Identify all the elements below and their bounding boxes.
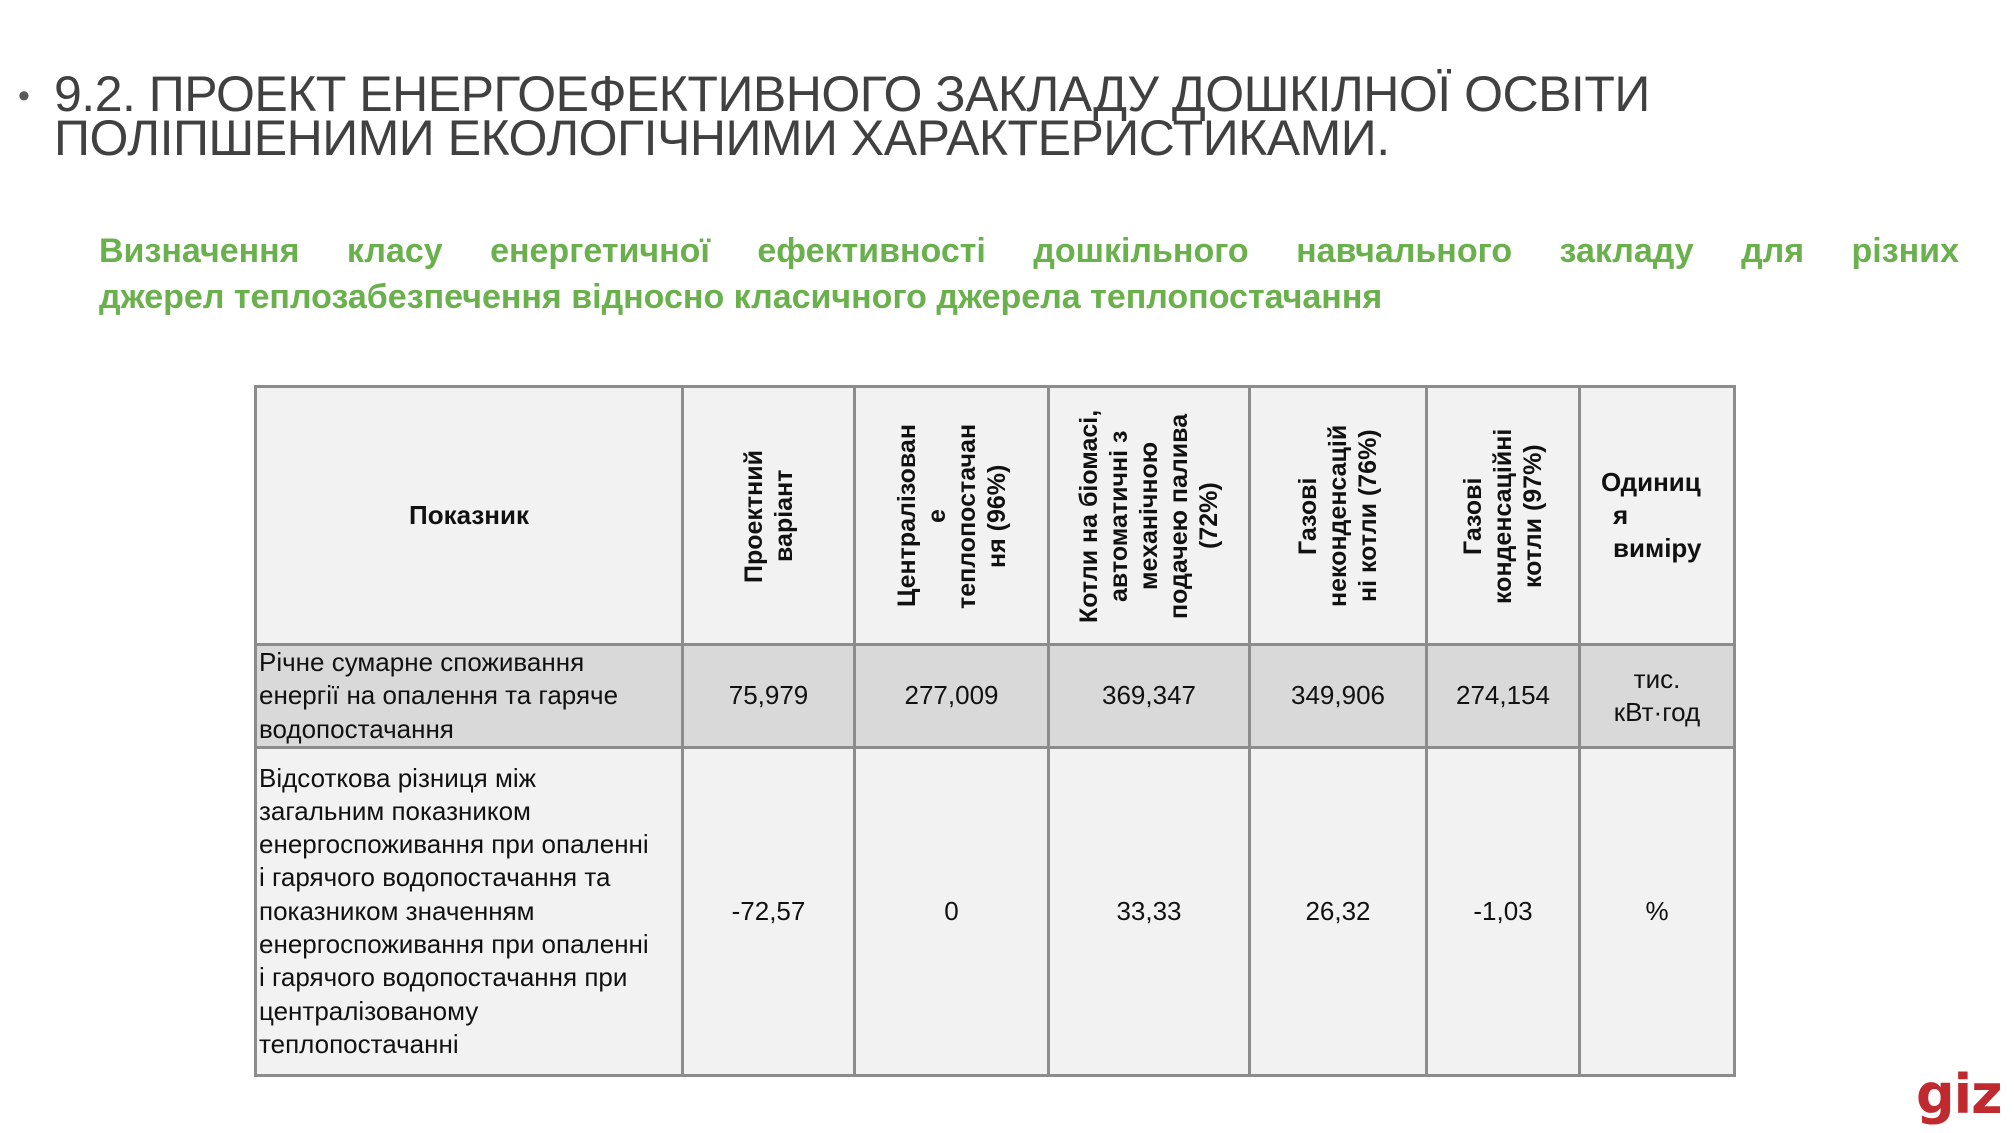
cell-value: -1,03 xyxy=(1427,747,1580,1075)
unit-line: % xyxy=(1645,895,1669,926)
table-row xyxy=(256,645,1735,748)
title-line-1: 9.2. ПРОЕКТ ЕНЕРГОЕФЕКТИВНОГО ЗАКЛАДУ ДОШКІЛНОЇ ОСВІТИ xyxy=(54,66,1650,122)
cell-value: 26,32 xyxy=(1250,747,1427,1075)
label-line: показником значенням xyxy=(259,895,535,926)
subtitle-line-1: Визначення класу енергетичної ефективності дошкільного навчального закладу для різних xyxy=(99,232,1959,270)
header-text: Котли на біомасі, xyxy=(1075,408,1103,623)
cell-unit xyxy=(1580,747,1735,1075)
label-line: Відсоткова різниця між xyxy=(259,762,536,793)
header-text: теплопостачан xyxy=(952,422,981,609)
header-text: неконденсацій xyxy=(1324,424,1352,607)
cell-value: 274,154 xyxy=(1427,645,1580,748)
label-line: теплопостачанні xyxy=(259,1028,459,1059)
label-line: енергоспоживання при опаленні xyxy=(259,929,649,960)
header-biomass xyxy=(1049,387,1250,645)
header-unit xyxy=(1580,387,1735,645)
header-text: е xyxy=(922,508,951,523)
header-text: автоматичні з xyxy=(1105,429,1133,602)
header-indicator: Показник xyxy=(256,387,683,645)
unit-line: тис. xyxy=(1633,663,1681,694)
header-text: варіант xyxy=(769,469,798,562)
header-text: механічною xyxy=(1135,441,1163,590)
cell-value: -72,57 xyxy=(683,747,855,1075)
row-label xyxy=(256,645,683,748)
header-text: Газові xyxy=(1459,476,1487,555)
header-text: виміру xyxy=(1613,533,1702,563)
header-text: конденсаційні xyxy=(1489,427,1517,604)
cell-value: 75,979 xyxy=(683,645,855,748)
header-text: Одиниц xyxy=(1601,467,1701,497)
label-line: централізованому xyxy=(259,995,479,1026)
label-line: енергоспоживання при опаленні xyxy=(259,829,649,860)
row-label xyxy=(256,747,683,1075)
table-row xyxy=(256,747,1735,1075)
unit-line: кВт·год xyxy=(1613,696,1701,727)
cell-value: 33,33 xyxy=(1049,747,1250,1075)
header-project-variant xyxy=(683,387,855,645)
header-text: котли (97%) xyxy=(1519,443,1547,588)
header-text: ні котли (76%) xyxy=(1354,429,1382,602)
header-text: Газові xyxy=(1294,476,1322,555)
slide-subtitle xyxy=(99,228,1959,320)
label-line: загальним показником xyxy=(259,795,531,826)
label-line: Річне сумарне споживання xyxy=(259,647,585,677)
label-line: енергії на опалення та гаряче xyxy=(259,680,619,711)
label-line: і гарячого водопостачання при xyxy=(259,962,628,993)
cell-value: 0 xyxy=(855,747,1049,1075)
cell-value: 349,906 xyxy=(1250,645,1427,748)
title-line-2: ПОЛІПШЕНИМИ ЕКОЛОГІЧНИМИ ХАРАКТЕРИСТИКАМИ. xyxy=(54,110,1390,166)
header-text: Централізован xyxy=(892,424,921,607)
label-line: водопостачання xyxy=(259,713,454,744)
cell-unit xyxy=(1580,645,1735,748)
header-gas-non-condensing xyxy=(1250,387,1427,645)
header-text: подачею палива xyxy=(1165,412,1193,619)
header-centralized xyxy=(855,387,1049,645)
header-text: ня (96%) xyxy=(982,463,1011,568)
cell-value: 369,347 xyxy=(1049,645,1250,748)
table-header-row xyxy=(256,387,1735,645)
subtitle-line-2: джерел теплозабезпечення відносно класичного джерела теплопостачання xyxy=(99,278,1383,316)
title-bullet: • xyxy=(18,77,30,115)
header-text: (72%) xyxy=(1195,482,1223,549)
giz-logo: giz xyxy=(1916,1063,2002,1126)
label-line: і гарячого водопостачання та xyxy=(259,862,611,893)
cell-value: 277,009 xyxy=(855,645,1049,748)
header-text: я xyxy=(1613,500,1629,530)
header-gas-condensing xyxy=(1427,387,1580,645)
energy-class-table xyxy=(254,385,1736,1077)
header-text: Проектний xyxy=(739,449,768,583)
